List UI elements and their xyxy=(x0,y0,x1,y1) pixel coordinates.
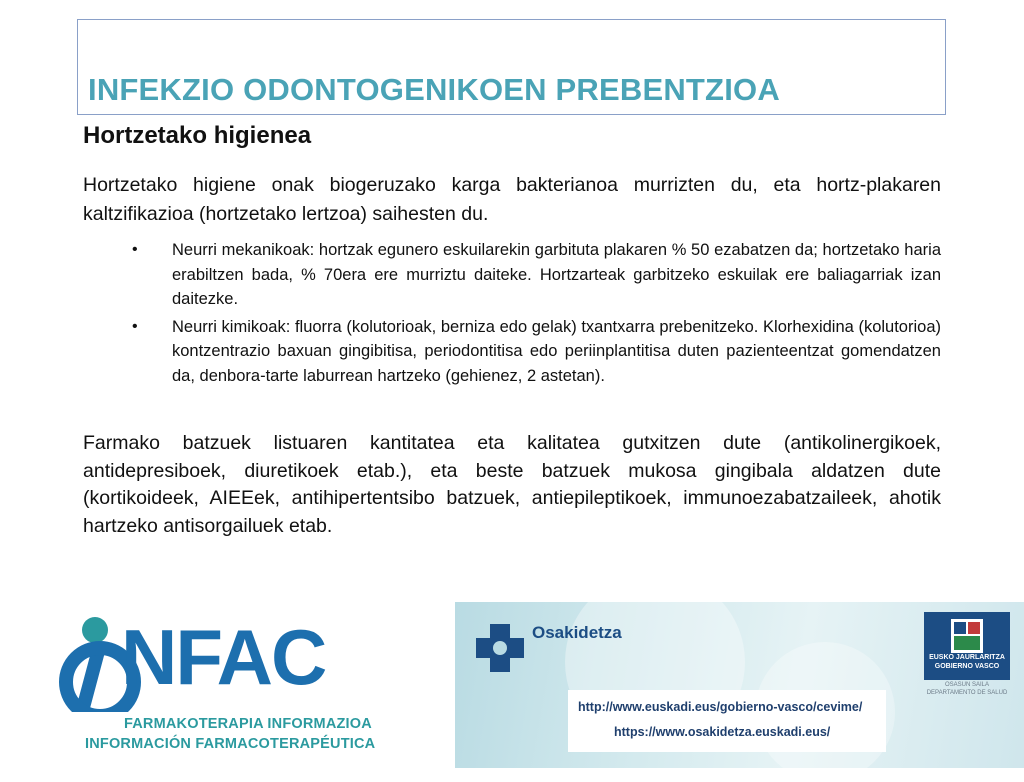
bullet-text: Neurri mekanikoak: hortzak egunero eskuilarekin garbituta plakaren % 50 ezabatzen da; hortzetako haria erabiltzen bada, % 70era ere murriztu daiteke. Hortzarteak garbitzeko eskuilak ere baliagarriak izan daitezke. xyxy=(172,241,941,308)
osakidetza-label: Osakidetza xyxy=(532,623,622,642)
title-box xyxy=(77,19,946,115)
footer xyxy=(0,590,1024,768)
department-name-eu: OSASUN SAILA xyxy=(944,682,989,688)
bullet-text: Neurri kimikoak: fluorra (kolutorioak, berniza edo gelak) txantxarra prebenitzeko. Klorhexidina (kolutorioa) kontzentrazio baxuan gingibitisa, periodontitisa edo periinplantitisa duten pazienteentzat gomendatzen da, denbora-tarte laburrean hartzeko (gehienez, 2 astetan). xyxy=(172,317,941,385)
section-heading: Hortzetako higienea xyxy=(83,122,312,149)
closing-paragraph: Farmako batzuek listuaren kantitatea eta kalitatea gutxitzen dute (antikolinergikoek, antidepresiboek, diuretikoek etab.), eta beste batzuek mukosa gingibala aldatzen dute (kortikoideek, AIEEek, antihipertentsibo batzuek, antiepileptikoek, immunoezabatzaileek, ahotik hartzeko antisorgailuek etab. xyxy=(83,432,941,537)
cevime-link[interactable]: http://www.euskadi.eus/gobierno-vasco/cevime/ xyxy=(578,700,863,714)
bullet-list xyxy=(132,238,941,391)
intro-paragraph: Hortzetako higiene onak biogeruzako karga bakterianoa murrizten du, eta hortz-plakaren kaltzifikazioa (hortzetako lertzoa) saihesten du. xyxy=(83,174,941,225)
osakidetza-link[interactable]: https://www.osakidetza.euskadi.eus/ xyxy=(614,725,831,739)
list-item xyxy=(132,238,941,312)
infac-wordmark: NFAC xyxy=(121,613,326,701)
government-name-es: GOBIERNO VASCO xyxy=(934,663,1000,670)
department-name-es: DEPARTAMENTO DE SALUD xyxy=(926,690,1008,696)
list-item xyxy=(132,315,941,389)
bullet-icon: • xyxy=(132,317,138,335)
page-title: INFEKZIO ODONTOGENIKOEN PREBENTZIOA xyxy=(88,72,780,107)
links-box xyxy=(568,690,886,752)
government-name-eu: EUSKO JAURLARITZA xyxy=(929,654,1005,661)
infac-tagline-es: INFORMACIÓN FARMACOTERAPÉUTICA xyxy=(85,736,376,752)
osakidetza-cross-icon xyxy=(470,618,530,678)
infac-tagline-eu: FARMAKOTERAPIA INFORMAZIOA xyxy=(124,716,372,732)
bullet-icon: • xyxy=(132,241,138,258)
